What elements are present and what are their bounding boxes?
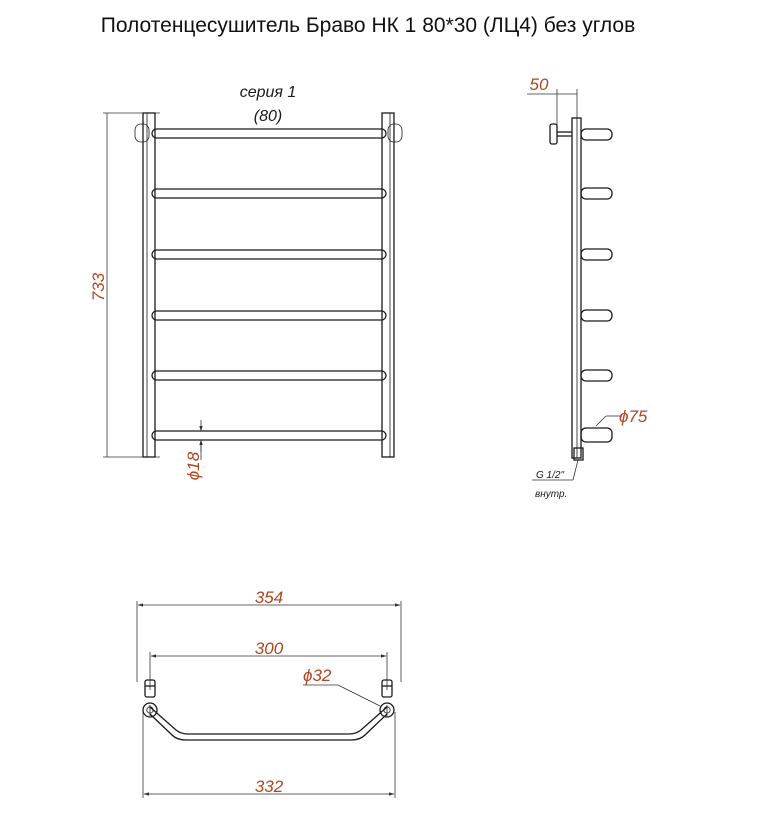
page-title: Полотенцесушитель Браво НК 1 80*30 (ЛЦ4) без углов: [100, 14, 636, 37]
pipe-dimension: [303, 666, 380, 706]
front-view: [89, 84, 402, 480]
height-dim-label: 733: [89, 272, 108, 302]
thread-label: G 1/2": [536, 470, 565, 481]
tube-dimension: [184, 420, 203, 480]
bottom-width-dimension: [143, 712, 395, 798]
rail-profile: [150, 705, 387, 740]
tube-dim-label: ϕ18: [184, 451, 203, 481]
rung-stub: [581, 428, 612, 442]
center-distance-dimension: [150, 639, 387, 690]
rungs: [152, 129, 386, 440]
rung-stub: [581, 129, 612, 140]
overall-width-dimension: [137, 588, 401, 682]
bottom-width-label: 332: [254, 777, 284, 796]
side-riser: [572, 118, 581, 458]
rung: [152, 250, 386, 259]
rung: [152, 371, 386, 380]
flange-dim-label: ϕ75: [619, 407, 648, 426]
offset-dimension: [527, 75, 577, 130]
series-value: (80): [253, 108, 283, 125]
overall-width-label: 354: [254, 588, 284, 607]
rung: [152, 189, 386, 198]
rung-stub: [581, 370, 612, 381]
thread-note: [532, 460, 578, 500]
right-riser: [382, 113, 394, 457]
center-distance-label: 300: [254, 639, 284, 658]
rung: [152, 129, 386, 138]
pipe-dim-label: ϕ32: [303, 666, 332, 685]
rung: [152, 431, 386, 440]
series-label: серия 1: [239, 84, 297, 101]
side-view: [527, 75, 648, 500]
flange-dimension: [596, 407, 648, 426]
rung: [152, 311, 386, 320]
left-riser: [143, 113, 155, 457]
thread-note-text: внутр.: [535, 489, 568, 500]
rung-stub: [581, 310, 612, 321]
rung-stubs: [581, 129, 612, 442]
rung-stub: [581, 249, 612, 260]
height-dimension: [89, 113, 160, 457]
top-view: [137, 588, 401, 798]
rung-stub: [581, 188, 612, 199]
offset-dim-label: 50: [529, 75, 549, 94]
